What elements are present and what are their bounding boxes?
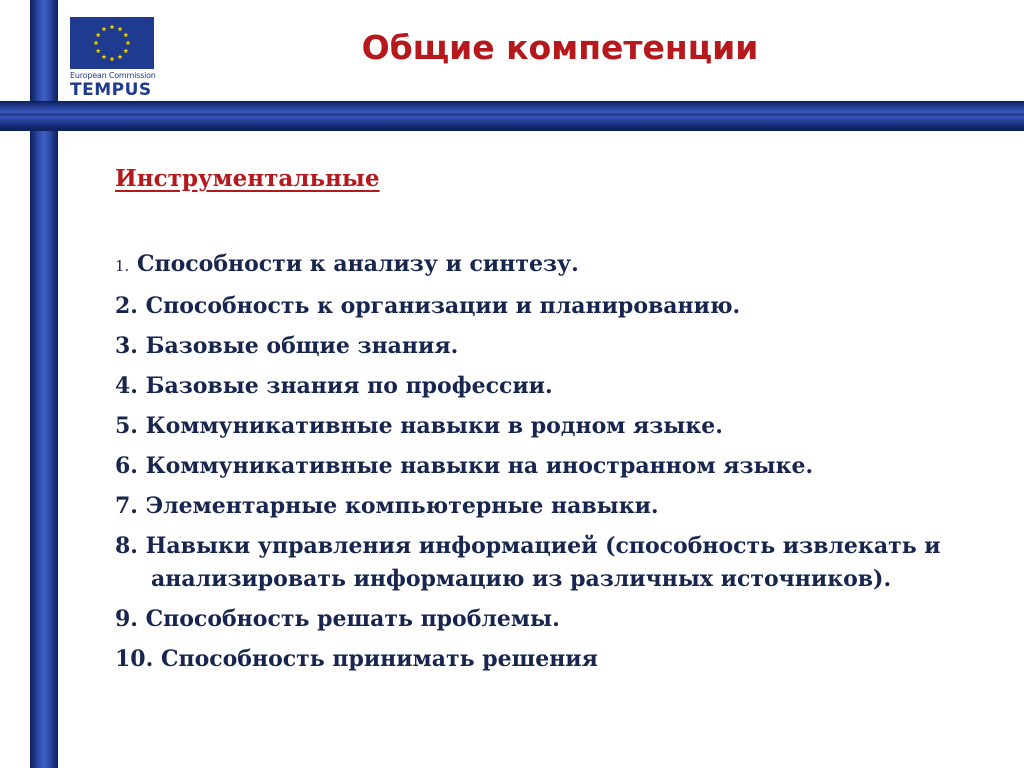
list-item (115, 290, 995, 323)
list-item-text: Базовые знания по профессии. (145, 373, 553, 399)
list-item (115, 643, 995, 676)
list-item-number: 1. (115, 257, 130, 275)
list-item-number: 7. (115, 493, 138, 519)
logo-program-text: TEMPUS (70, 80, 152, 100)
section-heading: Инструментальные (115, 165, 380, 192)
list-item-number: 6. (115, 453, 138, 479)
list-item-number: 10. (115, 646, 154, 672)
list-item (115, 603, 995, 636)
list-item-number: 3. (115, 333, 138, 359)
list-item-text: Коммуникативные навыки на иностранном языке. (145, 453, 814, 479)
list-item-number: 9. (115, 606, 138, 632)
list-item-text: Навыки управления информацией (способность извлекать и анализировать информацию из различных источников). (145, 533, 941, 592)
list-item (115, 370, 995, 403)
list-item-text: Способность решать проблемы. (145, 606, 560, 632)
list-item (115, 248, 995, 283)
tempus-logo (70, 17, 156, 99)
list-item-text: Базовые общие знания. (145, 333, 459, 359)
list-item-text: Способность принимать решения (160, 646, 598, 672)
list-item (115, 530, 995, 596)
list-item-number: 2. (115, 293, 138, 319)
page-title: Общие компетенции (361, 28, 759, 67)
list-item-text: Элементарные компьютерные навыки. (145, 493, 659, 519)
logo-org-text: European Commission (70, 71, 156, 80)
competence-list (115, 248, 995, 683)
eu-flag-icon (70, 17, 154, 69)
list-item-text: Коммуникативные навыки в родном языке. (145, 413, 723, 439)
list-item (115, 410, 995, 443)
horizontal-bar-shadow (0, 113, 1024, 116)
list-item (115, 450, 995, 483)
list-item-number: 4. (115, 373, 138, 399)
list-item-number: 5. (115, 413, 138, 439)
horizontal-decorative-bar (0, 101, 1024, 131)
list-item (115, 330, 995, 363)
list-item-text: Способность к организации и планированию. (145, 293, 741, 319)
list-item-text: Способности к анализу и синтезу. (136, 251, 579, 277)
list-item (115, 490, 995, 523)
list-item-number: 8. (115, 533, 138, 559)
